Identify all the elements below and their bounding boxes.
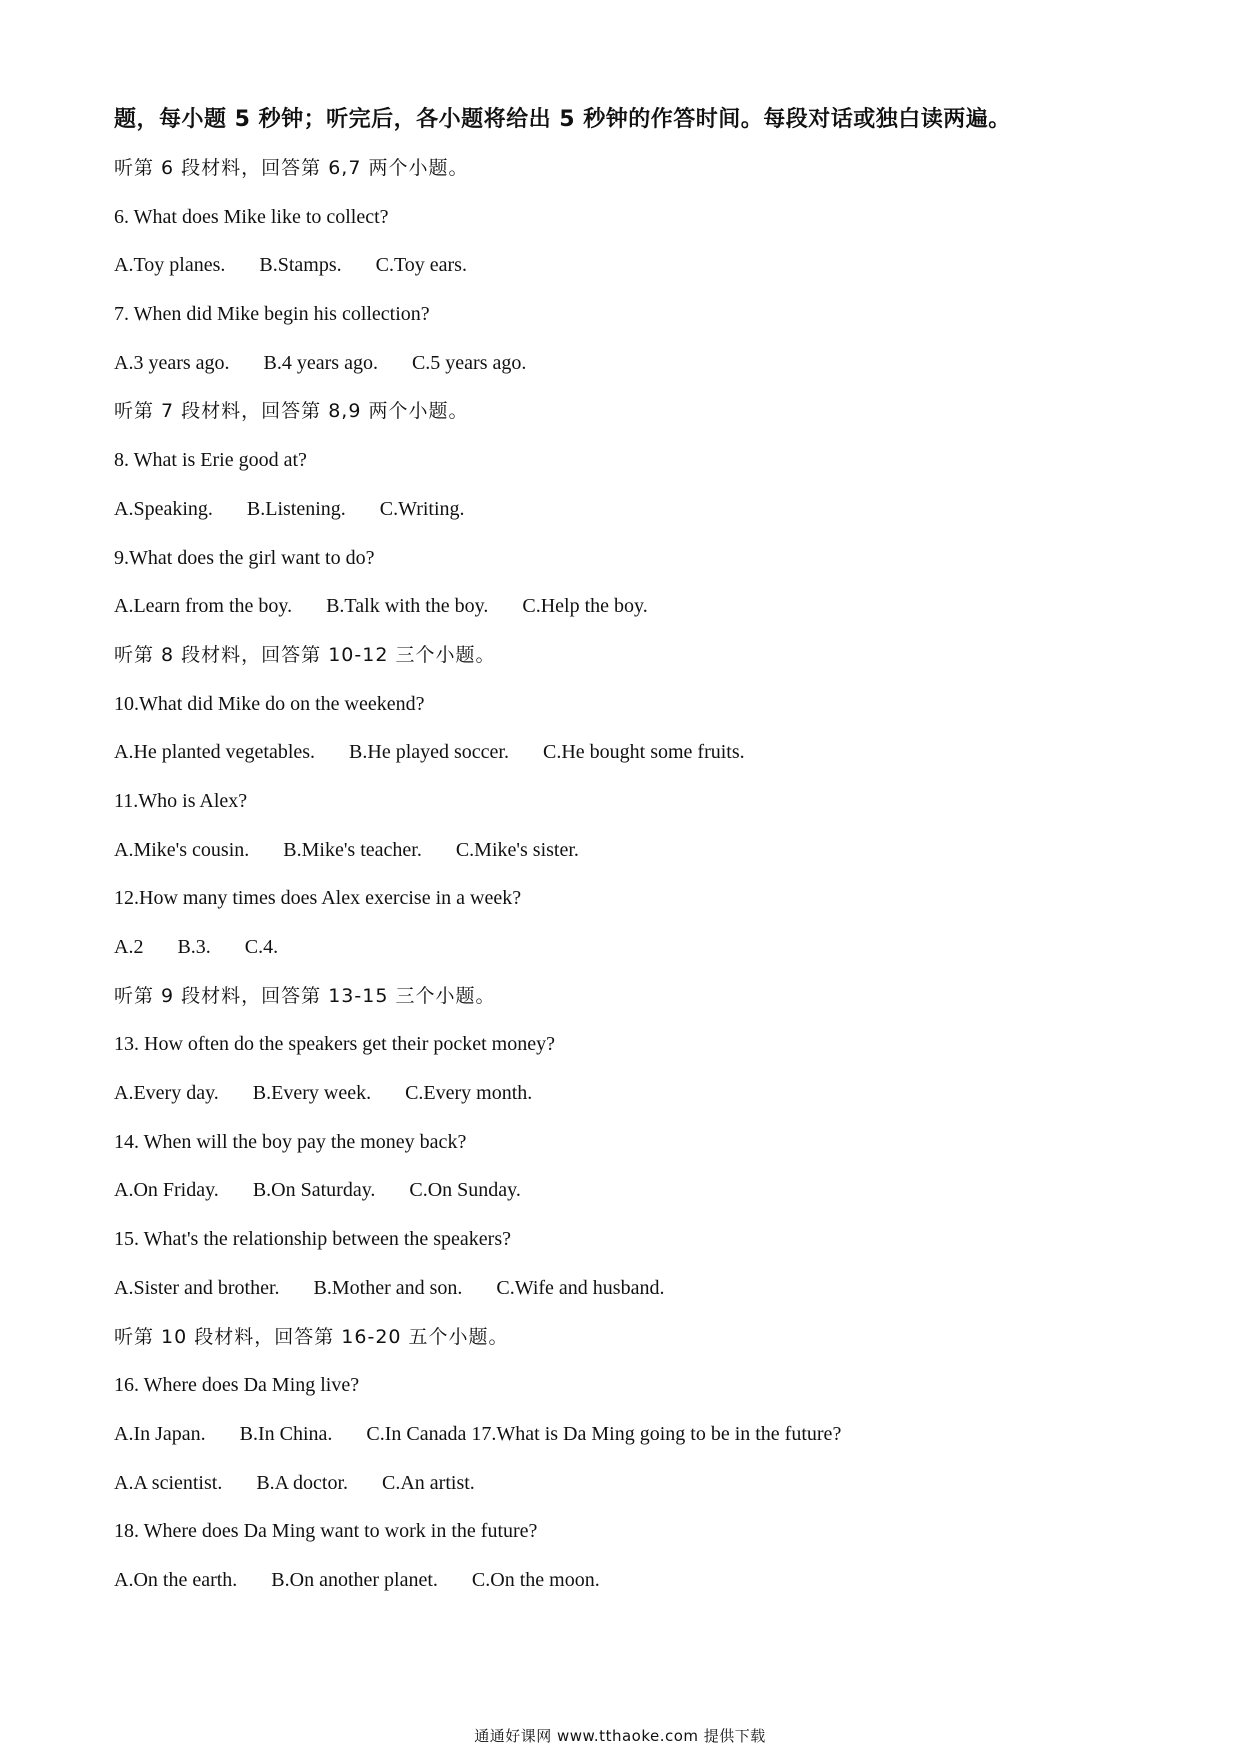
instructions-heading: 题，每小题 5 秒钟；听完后，各小题将给出 5 秒钟的作答时间。每段对话或独白读两遍。: [114, 107, 1011, 132]
answer-option: B.He played soccer.: [349, 741, 509, 764]
answer-option: C.On the moon.: [471, 1568, 600, 1591]
section-heading: 听第 8 段材料，回答第 10-12 三个小题。: [114, 643, 496, 666]
answer-option: C.5 years ago.: [411, 351, 527, 374]
answer-option: B.On Saturday.: [252, 1179, 376, 1202]
answer-option: A.On Friday.: [114, 1179, 219, 1202]
answer-option: A.A scientist.: [114, 1471, 223, 1494]
answer-options: [114, 1422, 1174, 1446]
question-text: 18. Where does Da Ming want to work in the future?: [114, 1520, 538, 1543]
answer-options: [114, 1471, 1174, 1495]
answer-option: C.Toy ears.: [375, 254, 467, 277]
answer-option: C.Help the boy.: [522, 595, 648, 618]
question-text: 7. When did Mike begin his collection?: [114, 303, 430, 326]
question-text: 9.What does the girl want to do?: [114, 546, 375, 569]
answer-options: [114, 594, 1174, 618]
question-text: 15. What's the relationship between the speakers?: [114, 1228, 511, 1251]
answer-options: [114, 1276, 1174, 1300]
question-text: 16. Where does Da Ming live?: [114, 1374, 360, 1397]
answer-options: [114, 1178, 1174, 1202]
answer-options: [114, 740, 1174, 764]
answer-options: [114, 351, 1174, 375]
answer-option: A.He planted vegetables.: [114, 741, 316, 764]
answer-option: A.Mike's cousin.: [114, 838, 250, 861]
answer-option: A.Every day.: [114, 1082, 219, 1105]
answer-options: [114, 1568, 1174, 1592]
answer-option: B.3.: [177, 936, 211, 958]
answer-option: A.2: [114, 936, 144, 958]
answer-option: B.Stamps.: [259, 254, 342, 277]
answer-option: A.3 years ago.: [114, 351, 230, 374]
answer-option: A.On the earth.: [114, 1568, 238, 1591]
question-list: [114, 156, 1174, 1592]
answer-option: A.Learn from the boy.: [114, 595, 293, 618]
question-text: 13. How often do the speakers get their pocket money?: [114, 1033, 555, 1056]
question-text: 11.Who is Alex?: [114, 789, 248, 812]
answer-options: [114, 935, 1174, 959]
exam-content: [114, 100, 1174, 1592]
answer-option: C.Mike's sister.: [455, 838, 579, 861]
answer-option: B.Mike's teacher.: [283, 838, 422, 861]
answer-options: [114, 838, 1174, 862]
section-heading: 听第 9 段材料，回答第 13-15 三个小题。: [114, 984, 496, 1007]
answer-option: B.A doctor.: [256, 1471, 349, 1494]
answer-option: C.Writing.: [379, 497, 465, 520]
answer-option: B.Talk with the boy.: [326, 595, 489, 618]
answer-option: C.In Canada 17.What is Da Ming going to be in the future?: [366, 1422, 842, 1445]
footer-watermark: 通通好课网 www.tthaoke.com 提供下载: [474, 1727, 766, 1745]
section-heading: 听第 6 段材料，回答第 6,7 两个小题。: [114, 157, 469, 179]
answer-option: C.An artist.: [382, 1471, 475, 1494]
question-text: 12.How many times does Alex exercise in a week?: [114, 887, 522, 910]
answer-option: C.Every month.: [405, 1082, 533, 1105]
question-text: 14. When will the boy pay the money back?: [114, 1130, 467, 1153]
answer-option: A.Sister and brother.: [114, 1276, 280, 1299]
question-text: 6. What does Mike like to collect?: [114, 205, 389, 228]
answer-options: [114, 253, 1174, 277]
answer-option: B.In China.: [239, 1422, 333, 1445]
answer-option: B.Mother and son.: [313, 1276, 463, 1299]
answer-option: B.Every week.: [252, 1082, 372, 1105]
answer-option: C.Wife and husband.: [496, 1276, 665, 1299]
answer-options: [114, 1081, 1174, 1105]
section-heading: 听第 7 段材料，回答第 8,9 两个小题。: [114, 400, 469, 423]
answer-option: B.Listening.: [246, 497, 346, 520]
answer-option: A.Speaking.: [114, 497, 213, 520]
answer-option: B.4 years ago.: [263, 351, 378, 374]
answer-option: C.4.: [244, 936, 279, 958]
section-heading: 听第 10 段材料，回答第 16-20 五个小题。: [114, 1325, 509, 1348]
question-text: 10.What did Mike do on the weekend?: [114, 692, 425, 715]
answer-option: C.He bought some fruits.: [543, 741, 745, 764]
answer-options: [114, 497, 1174, 521]
answer-option: B.On another planet.: [271, 1568, 438, 1591]
question-text: 8. What is Erie good at?: [114, 449, 307, 472]
answer-option: A.In Japan.: [114, 1422, 206, 1445]
answer-option: C.On Sunday.: [409, 1179, 521, 1202]
answer-option: A.Toy planes.: [114, 254, 226, 277]
